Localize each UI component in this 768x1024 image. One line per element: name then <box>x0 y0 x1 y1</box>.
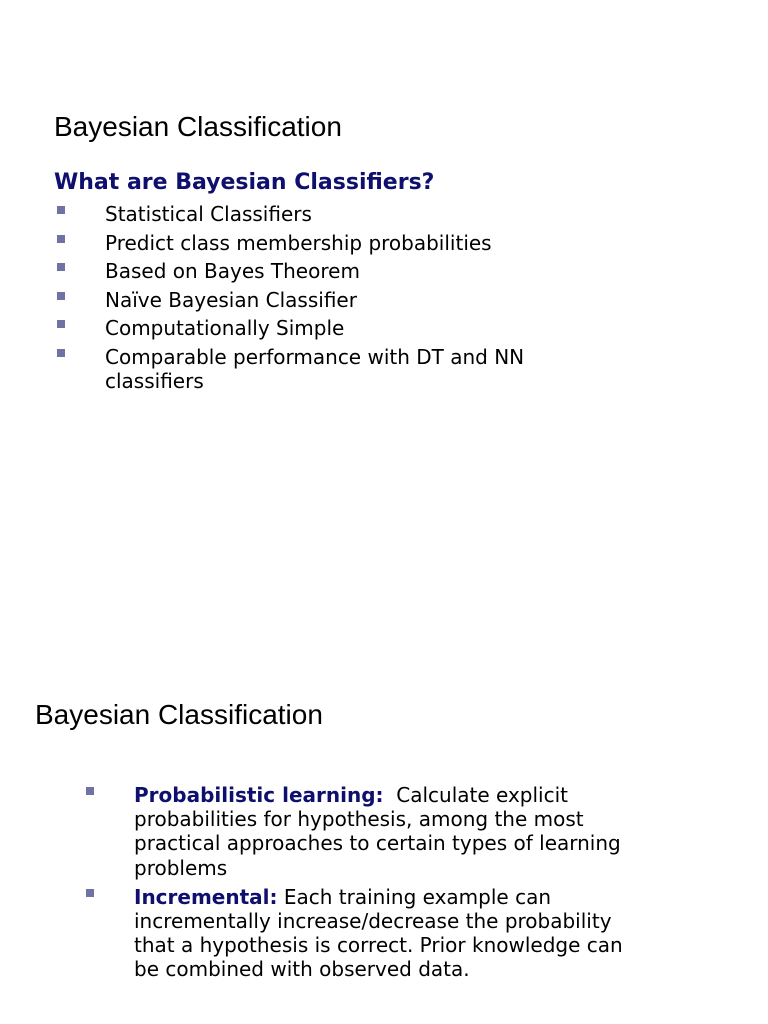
list-item <box>54 259 574 284</box>
slide-1-title: Bayesian Classification <box>54 111 342 142</box>
square-bullet-icon <box>57 320 65 328</box>
slide-2-title: Bayesian Classification <box>35 699 323 730</box>
square-bullet-icon <box>57 263 65 271</box>
bullet-text: Naïve Bayesian Classifier <box>105 287 357 312</box>
bullet-text: Statistical Classifiers <box>105 202 312 226</box>
bullet-term: Incremental: <box>134 884 278 909</box>
square-bullet-icon <box>57 206 65 214</box>
list-item <box>54 345 574 394</box>
slide-1-bullet-list <box>54 202 574 398</box>
square-bullet-icon <box>57 349 65 357</box>
bullet-text: Computationally Simple <box>105 316 345 340</box>
list-item <box>84 783 624 880</box>
bullet-text: Each training example can incrementally increase/decrease the probability that a hypothesis is correct. Prior knowledge can be combined with observed data. <box>134 884 623 982</box>
list-item <box>54 316 574 341</box>
square-bullet-icon <box>86 787 94 795</box>
bullet-text: Predict class membership probabilities <box>105 230 492 255</box>
slide-2-bullet-list <box>84 783 624 987</box>
list-item <box>54 202 574 227</box>
slide-1-subheading: What are Bayesian Classifiers? <box>54 170 435 195</box>
bullet-text: Calculate explicit probabilities for hypothesis, among the most practical approaches to certain types of learning problems <box>134 783 621 880</box>
square-bullet-icon <box>57 292 65 300</box>
square-bullet-icon <box>57 235 65 243</box>
bullet-text: Based on Bayes Theorem <box>105 259 360 283</box>
bullet-text: Comparable performance with DT and NN classifiers <box>105 344 525 393</box>
bullet-term: Probabilistic learning: <box>134 783 384 807</box>
square-bullet-icon <box>86 889 94 897</box>
list-item <box>54 231 574 256</box>
list-item <box>84 885 624 982</box>
list-item <box>54 288 574 313</box>
